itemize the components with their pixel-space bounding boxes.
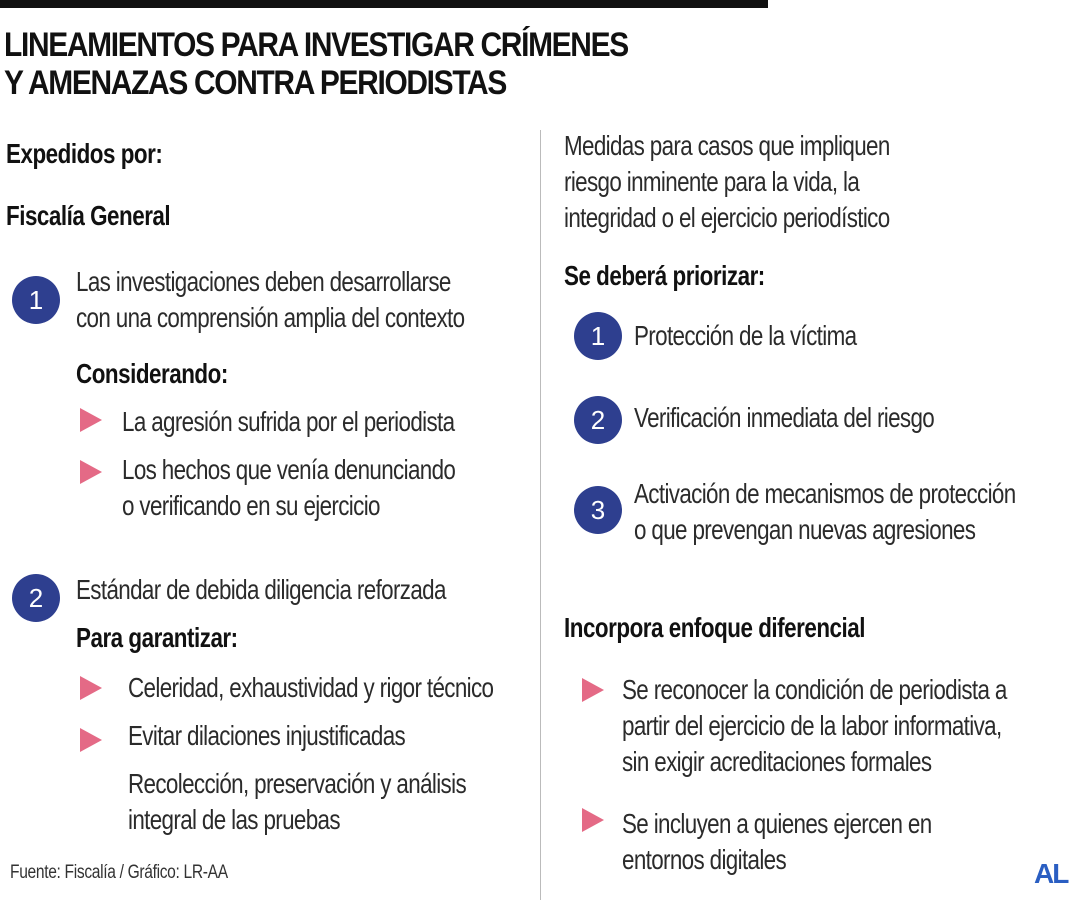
item-2-text: Estándar de debida diligencia reforzada: [76, 574, 446, 605]
differential-bullet-1-line-3: sin exigir acreditaciones formales: [622, 746, 932, 777]
column-divider: [540, 130, 541, 900]
differential-bullet-2: [622, 806, 932, 878]
priority-2-number-icon: 2: [574, 396, 622, 444]
number-1-icon: 1: [12, 276, 60, 324]
priority-1-text: Protección de la víctima: [634, 320, 857, 351]
page-title: [4, 26, 628, 102]
differential-bullet-2-line-2: entornos digitales: [622, 844, 787, 875]
considering-bullet-2: [122, 452, 455, 524]
item-1-text: [76, 264, 464, 336]
source-credit: Fuente: Fiscalía / Gráfico: LR-AA: [10, 862, 228, 883]
issuer-name: Fiscalía General: [6, 200, 171, 231]
guarantee-label: Para garantizar:: [76, 622, 238, 653]
guarantee-extra-line-1: Recolección, preservación y análisis: [128, 768, 467, 799]
considering-bullet-2-line-2: o verificando en su ejercicio: [122, 490, 380, 521]
triangle-bullet-icon: [80, 728, 102, 752]
triangle-bullet-icon: [582, 808, 604, 832]
guarantee-bullet-2: Evitar dilaciones injustificadas: [128, 720, 406, 751]
guarantee-bullet-1: Celeridad, exhaustividad y rigor técnico: [128, 672, 494, 703]
right-intro-line-1: Medidas para casos que impliquen: [564, 130, 890, 161]
differential-bullet-1-line-1: Se reconocer la condición de periodista a: [622, 674, 1007, 705]
guarantee-extra: [128, 766, 466, 838]
prioritize-label: Se deberá priorizar:: [564, 260, 765, 291]
considering-bullet-1: La agresión sufrida por el periodista: [122, 406, 455, 437]
right-intro-line-3: integridad o el ejercicio periodístico: [564, 202, 890, 233]
priority-3-line-2: o que prevengan nuevas agresiones: [634, 514, 976, 545]
number-2-icon: 2: [12, 574, 60, 622]
priority-1-number-icon: 1: [574, 312, 622, 360]
considering-bullet-2-line-1: Los hechos que venía denunciando: [122, 454, 456, 485]
title-line-2: Y AMENAZAS CONTRA PERIODISTAS: [4, 64, 506, 102]
issued-by-label: Expedidos por:: [6, 138, 163, 169]
right-intro-line-2: riesgo inminente para la vida, la: [564, 166, 860, 197]
priority-3-line-1: Activación de mecanismos de protección: [634, 478, 1016, 509]
differential-bullet-1-line-2: partir del ejercicio de la labor informativa,: [622, 710, 1002, 741]
guarantee-extra-line-2: integral de las pruebas: [128, 804, 340, 835]
title-line-1: LINEAMIENTOS PARA INVESTIGAR CRÍMENES: [4, 26, 628, 64]
priority-3-text: [634, 476, 1016, 548]
considering-label: Considerando:: [76, 358, 228, 389]
item-1-line-1: Las investigaciones deben desarrollarse: [76, 266, 451, 297]
triangle-bullet-icon: [80, 460, 102, 484]
right-intro: [564, 128, 890, 236]
triangle-bullet-icon: [80, 676, 102, 700]
triangle-bullet-icon: [80, 408, 102, 432]
triangle-bullet-icon: [582, 678, 604, 702]
top-rule: [0, 0, 768, 8]
differential-bullet-2-line-1: Se incluyen a quienes ejercen en: [622, 808, 932, 839]
brand-logo: AL: [1034, 858, 1068, 889]
priority-2-text: Verificación inmediata del riesgo: [634, 402, 935, 433]
differential-label: Incorpora enfoque diferencial: [564, 612, 865, 643]
item-1-line-2: con una comprensión amplia del contexto: [76, 302, 465, 333]
differential-bullet-1: [622, 672, 1007, 780]
priority-3-number-icon: 3: [574, 486, 622, 534]
